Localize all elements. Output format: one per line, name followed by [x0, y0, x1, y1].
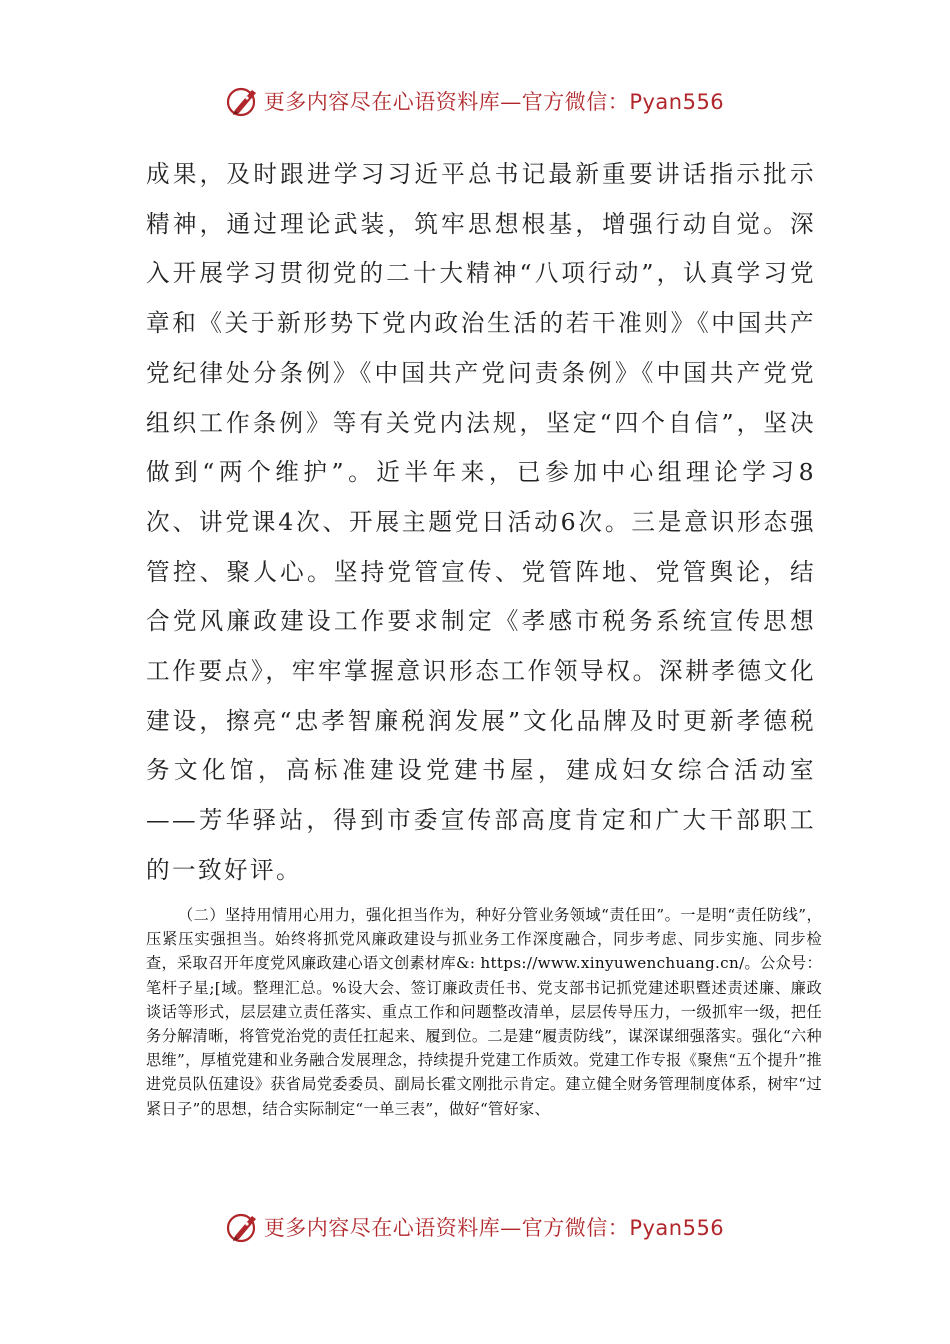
pen-logo-icon — [226, 84, 260, 118]
footer-text — [264, 1212, 724, 1242]
pen-logo-icon — [226, 1210, 260, 1244]
header-text — [264, 86, 724, 116]
header-brand: 更多内容尽在心语资料库—官方微信： — [263, 90, 630, 114]
footer-wechat-id: Pyan556 — [629, 1216, 725, 1240]
header-banner — [0, 84, 950, 118]
header-wechat-id: Pyan556 — [629, 90, 725, 114]
secondary-paragraph-block — [146, 903, 822, 1121]
footer-brand: 更多内容尽在心语资料库—官方微信： — [263, 1216, 630, 1240]
paragraph-1: 成果，及时跟进学习习近平总书记最新重要讲话指示批示精神，通过理论武装，筑牢思想根基，增强行动自觉。深入开展学习贯彻党的二十大精神“八项行动”，认真学习党章和《关于新形势下党内政治生活的若干准则》《中国共产党纪律处分条例》《中国共产党问责条例》《中国共产党党组织工作条例》等有关党内法规，坚定“四个自信”，坚决做到“两个维护”。近半年来，已参加中心组理论学习8次、讲党课4次、开展主题党日活动6次。三是意识形态强管控、聚人心。坚持党管宣传、党管阵地、党管舆论，结合党风廉政建设工作要求制定《孝感市税务系统宣传思想工作要点》，牢牢掌握意识形态工作领导权。深耕孝德文化建设，擦亮“忠孝智廉税润发展”文化品牌及时更新孝德税务文化馆，高标准建设党建书屋，建成妇女综合活动室——芳华驿站，得到市委宣传部高度肯定和广大干部职工的一致好评。 — [146, 160, 816, 884]
paragraph-2: （二）坚持用情用心用力，强化担当作为，种好分管业务领域“责任田”。一是明“责任防线”，压紧压实强担当。始终将抓党风廉政建设与抓业务工作深度融合，同步考虑、同步实施、同步检查，采取召开年度党风廉政建心语文创素材库&: https://www.xinyuwenchuang.cn/。公众号：笔杆子星;[域。整理汇总。%设大会、签订廉政责任书、党支部书记抓党建述职暨述责述廉、廉政谈话等形式，层层建立责任落实、重点工作和问题整改清单，层层传导压力，一级抓牢一级，把任务分解清晰，将管党治党的责任扛起来、履到位。二是建“履责防线”，谋深谋细强落实。强化“六种思维”，厚植党建和业务融合发展理念，持续提升党建工作质效。党建工作专报《聚焦“五个提升”推进党员队伍建设》获省局党委委员、副局长霍文刚批示肯定。建立健全财务管理制度体系，树牢“过紧日子”的思想，结合实际制定“一单三表”，做好“管好家、 — [146, 906, 822, 1118]
footer-banner — [0, 1210, 950, 1244]
main-paragraph-block — [146, 150, 816, 896]
